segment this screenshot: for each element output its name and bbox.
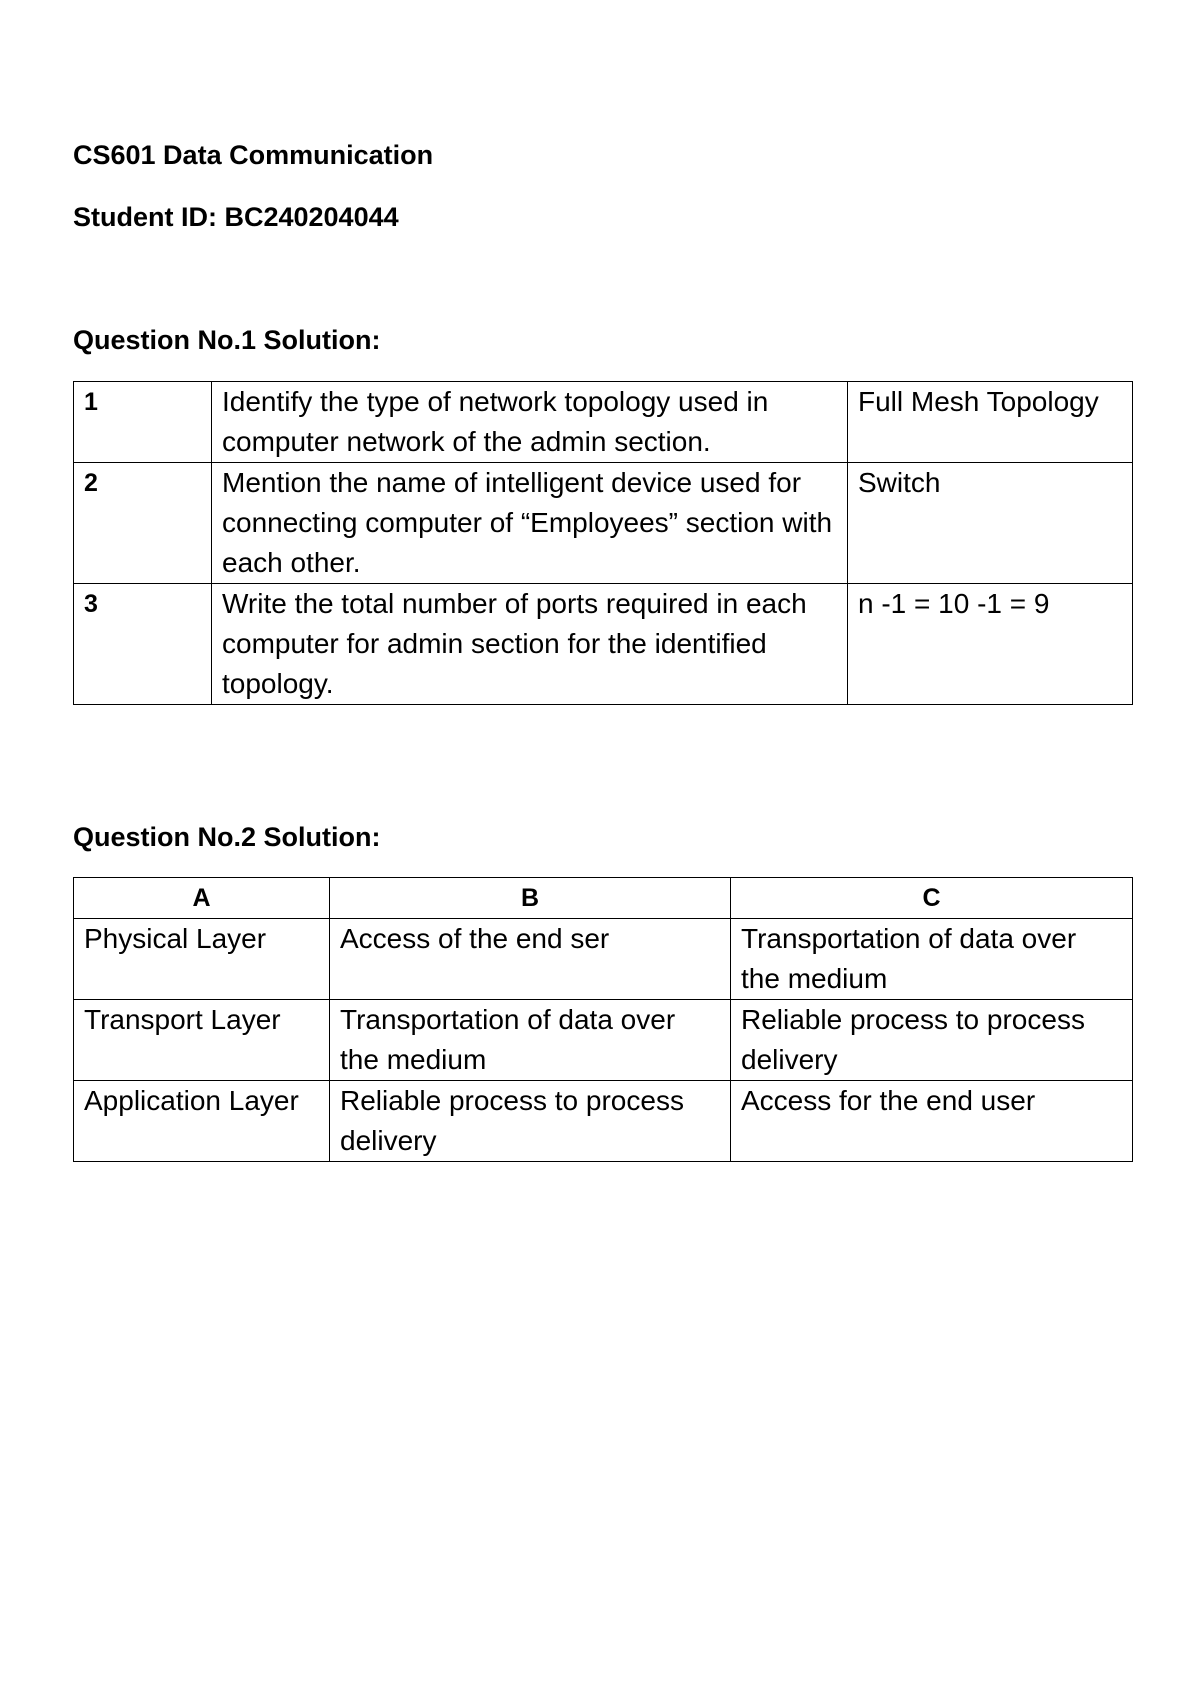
cell-c: Access for the end user [731,1081,1133,1162]
cell-c: Transportation of data over the medium [731,919,1133,1000]
row-number: 1 [74,382,212,463]
table-row [74,1000,1133,1081]
answer-text: Switch [848,463,1133,584]
column-header-b: B [330,878,731,919]
question-2-heading: Question No.2 Solution: [73,822,381,852]
cell-b: Reliable process to process delivery [330,1081,731,1162]
question-1-heading: Question No.1 Solution: [73,325,381,355]
table-row [74,919,1133,1000]
cell-c: Reliable process to process delivery [731,1000,1133,1081]
table-row [74,463,1133,584]
cell-a: Transport Layer [74,1000,330,1081]
table-row [74,1081,1133,1162]
row-number: 3 [74,584,212,705]
question-text: Mention the name of intelligent device used for connecting computer of “Employees” section with each other. [212,463,848,584]
row-number: 2 [74,463,212,584]
question-text: Identify the type of network topology used in computer network of the admin section. [212,382,848,463]
column-header-a: A [74,878,330,919]
student-id: Student ID: BC240204044 [73,202,399,232]
table-row [74,584,1133,705]
table-header-row [74,878,1133,919]
table-row [74,382,1133,463]
column-header-c: C [731,878,1133,919]
cell-b: Transportation of data over the medium [330,1000,731,1081]
question-2-table [73,877,1133,1162]
document-title: CS601 Data Communication [73,140,434,170]
cell-b: Access of the end ser [330,919,731,1000]
question-1-table [73,381,1133,705]
cell-a: Physical Layer [74,919,330,1000]
question-text: Write the total number of ports required in each computer for admin section for the identified topology. [212,584,848,705]
answer-text: n -1 = 10 -1 = 9 [848,584,1133,705]
answer-text: Full Mesh Topology [848,382,1133,463]
cell-a: Application Layer [74,1081,330,1162]
